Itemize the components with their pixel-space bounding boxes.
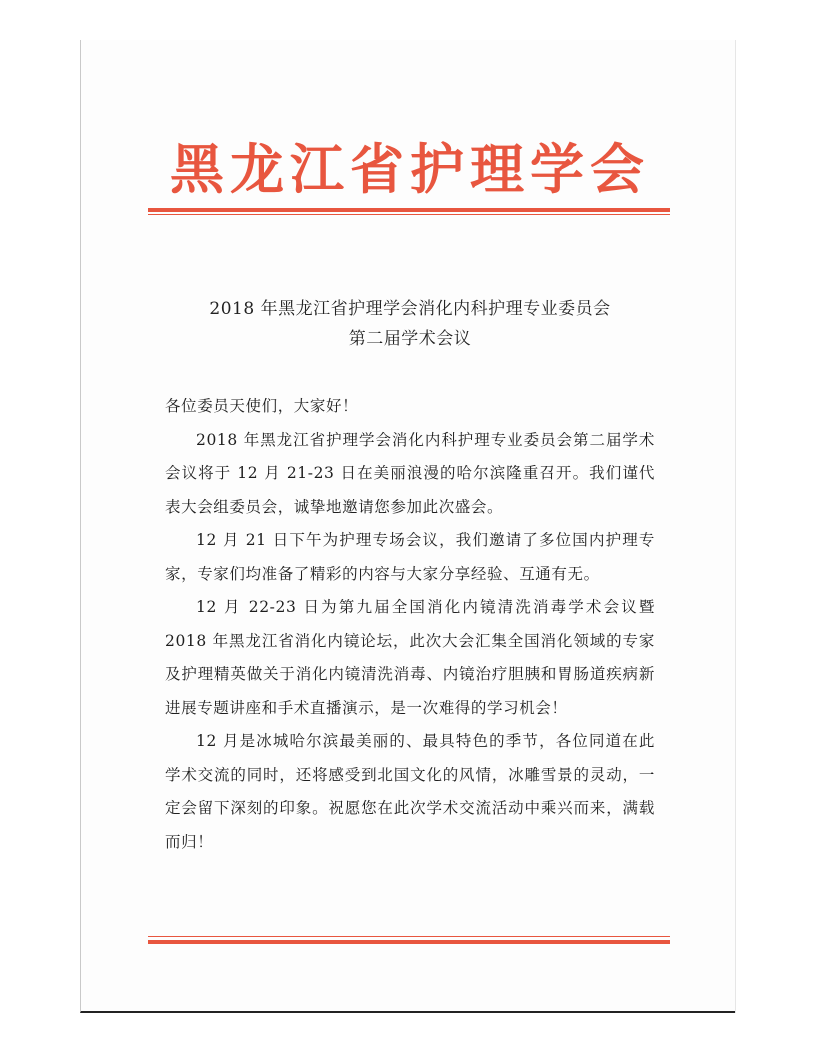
letterhead-org-name: 黑龙江省护理学会	[170, 138, 650, 201]
body-paragraph-4: 12 月是冰城哈尔滨最美丽的、最具特色的季节，各位同道在此学术交流的同时，还将感受到北国文化的风情，冰雕雪景的灵动，一定会留下深刻的印象。祝愿您在此次学术交流活动中乘兴而来，满载而归！	[165, 732, 655, 851]
letter-body	[165, 390, 655, 859]
body-paragraph-3: 12 月 22-23 日为第九届全国消化内镜清洗消毒学术会议暨 2018 年黑龙江省消化内镜论坛，此次大会汇集全国消化领域的专家及护理精英做关于消化内镜清洗消毒、内镜治疗胆胰和胃肠道疾病新进展专题讲座和手术直播演示，是一次难得的学习机会！	[165, 598, 655, 717]
footer-rule-thick	[148, 940, 670, 944]
body-paragraph-1: 2018 年黑龙江省护理学会消化内科护理专业委员会第二届学术会议将于 12 月 21-23 日在美丽浪漫的哈尔滨隆重召开。我们谨代表大会组委员会，诚挚地邀请您参加此次盛会。	[165, 430, 655, 516]
salutation: 各位委员天使们，大家好！	[165, 397, 359, 415]
letterhead-rule-thick	[148, 208, 670, 212]
document-title-line-1: 2018 年黑龙江省护理学会消化内科护理专业委员会	[209, 299, 611, 319]
document-title-line-2: 第二届学术会议	[348, 329, 472, 349]
body-paragraph-2: 12 月 21 日下午为护理专场会议，我们邀请了多位国内护理专家，专家们均准备了精彩的内容与大家分享经验、互通有无。	[165, 531, 655, 583]
letterhead-rule-thin	[148, 214, 670, 215]
footer-rule-thin	[148, 936, 670, 937]
page-edge	[735, 40, 736, 1013]
